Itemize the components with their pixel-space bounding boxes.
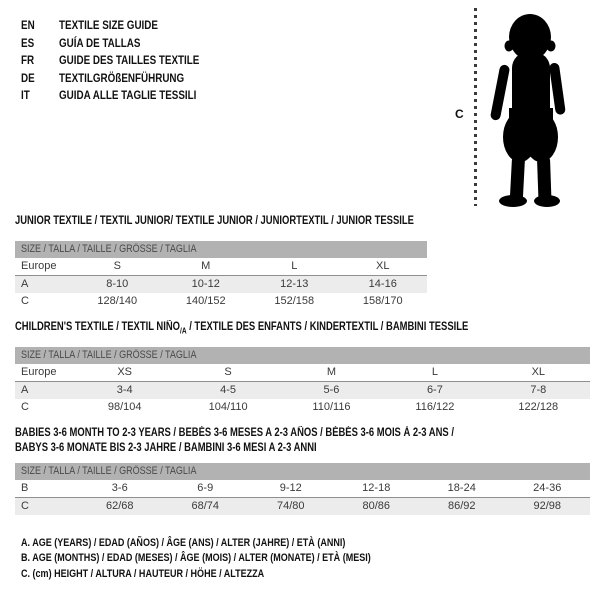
junior-table-title-text: JUNIOR TEXTILE / TEXTIL JUNIOR/ TEXTILE JUNIOR / JUNIORTEXTIL / JUNIOR TESSILE (15, 215, 414, 227)
height-cell: 62/68 (105, 500, 134, 512)
height-measure-line (474, 8, 477, 206)
size-header-text: SIZE / TALLA / TAILLE / GRÖSSE / TAGLIA (21, 243, 197, 255)
row-label: Europe (21, 366, 57, 378)
table-row-europe (15, 364, 590, 382)
language-title: TEXTILGRÖßENFÜHRUNG (59, 70, 185, 85)
table-row-height (15, 498, 590, 515)
size-cell: XL (376, 260, 390, 272)
language-code: ES (21, 35, 35, 50)
size-cell: L (291, 260, 298, 272)
table-row-height (15, 399, 590, 416)
table-row-europe (15, 258, 427, 276)
age-cell: 18-24 (447, 482, 476, 494)
size-header-bar (15, 463, 590, 480)
height-cell: 68/74 (191, 500, 220, 512)
babies-title-line1: BABIES 3-6 MONTH TO 2-3 YEARS / BEBÉS 3-6 MESES A 2-3 AÑOS / BÉBÉS 3-6 MOIS À 2-3 ANS / (15, 427, 454, 439)
size-header-text: SIZE / TALLA / TAILLE / GRÖSSE / TAGLIA (21, 349, 197, 361)
height-cell: 104/110 (208, 401, 248, 413)
age-cell: 24-36 (533, 482, 562, 494)
language-code: FR (21, 53, 35, 67)
height-cell: 116/122 (415, 401, 455, 413)
children-table-title (15, 320, 568, 338)
size-header-bar (15, 241, 427, 258)
children-title-sub: /A (180, 326, 187, 336)
language-row (21, 17, 230, 35)
note-height-cm: C. (cm) HEIGHT / ALTURA / HAUTEUR / HÖHE / ALTEZZA (21, 567, 265, 580)
children-title-pre: CHILDREN'S TEXTILE / TEXTIL NIÑO (15, 321, 181, 333)
height-cell: 122/128 (518, 401, 559, 413)
row-label: C (21, 401, 29, 413)
size-cell: S (224, 366, 232, 378)
age-cell: 6-9 (197, 482, 214, 494)
row-label: A (21, 278, 29, 290)
height-cell: 86/92 (447, 500, 476, 512)
height-measure-label: C (455, 107, 464, 121)
height-cell: 80/86 (362, 500, 391, 512)
legend-notes (21, 536, 448, 582)
language-code: EN (21, 18, 35, 32)
children-title-post: / TEXTILE DES ENFANTS / KINDERTEXTIL / BAMBINI TESSILE (186, 321, 469, 333)
row-label: A (21, 384, 29, 396)
row-label: Europe (21, 260, 57, 272)
language-title-list (21, 17, 230, 105)
note-age-years: A. AGE (YEARS) / EDAD (AÑOS) / ÂGE (ANS) / ALTER (JAHRE) / ETÀ (ANNI) (21, 537, 346, 549)
age-cell: 9-12 (279, 482, 302, 494)
table-row-age-months (15, 480, 590, 498)
height-cell: 110/116 (312, 401, 351, 413)
height-cell: 140/152 (185, 295, 226, 307)
height-cell: 74/80 (276, 500, 305, 512)
height-cell: 98/104 (107, 401, 142, 413)
height-cell: 128/140 (97, 295, 138, 307)
babies-table-title (15, 426, 550, 456)
age-cell: 7-8 (530, 384, 547, 396)
age-cell: 6-7 (426, 384, 443, 396)
junior-table-title (15, 214, 501, 229)
size-cell: M (201, 260, 211, 272)
age-cell: 10-12 (191, 278, 220, 290)
language-title: GUÍA DE TALLAS (59, 35, 141, 50)
age-cell: 4-5 (220, 384, 237, 396)
height-cell: 92/98 (533, 500, 562, 512)
age-cell: 3-4 (116, 384, 133, 396)
language-code: DE (21, 70, 35, 85)
language-row (21, 70, 230, 88)
babies-title-line2: BABYS 3-6 MONATE BIS 2-3 JAHRE / BAMBINI 3-6 MESI A 2-3 ANNI (15, 442, 317, 454)
language-title: GUIDE DES TAILLES TEXTILE (59, 53, 200, 67)
size-header-text: SIZE / TALLA / TAILLE / GRÖSSE / TAGLIA (21, 465, 197, 477)
age-cell: 5-6 (323, 384, 340, 396)
height-cell: 152/158 (274, 295, 315, 307)
babies-size-table (15, 463, 590, 515)
age-cell: 12-18 (362, 482, 391, 494)
row-label: B (21, 482, 29, 494)
language-code: IT (21, 88, 30, 102)
toddler-silhouette-icon (483, 10, 575, 207)
age-cell: 12-13 (280, 278, 309, 290)
height-cell: 158/170 (362, 295, 403, 307)
row-label: C (21, 500, 29, 512)
note-age-months: B. AGE (MONTHS) / EDAD (MESES) / ÂGE (MOIS) / ALTER (MONATE) / ETÀ (MESI) (21, 552, 371, 565)
language-title: TEXTILE SIZE GUIDE (59, 18, 158, 32)
size-cell: L (431, 366, 438, 378)
size-cell: M (326, 366, 337, 378)
language-row (21, 87, 230, 105)
children-table-title-text (15, 320, 468, 338)
age-cell: 3-6 (111, 482, 128, 494)
children-size-table (15, 347, 590, 416)
table-row-age (15, 382, 590, 399)
table-row-height (15, 293, 427, 310)
language-title: GUIDA ALLE TAGLIE TESSILI (59, 88, 197, 102)
row-label: C (21, 295, 29, 307)
size-header-bar (15, 347, 590, 364)
size-cell: XL (531, 366, 546, 378)
size-cell: S (113, 260, 121, 272)
table-row-age (15, 276, 427, 293)
age-cell: 8-10 (106, 278, 129, 290)
age-cell: 14-16 (368, 278, 397, 290)
junior-size-table (15, 241, 427, 310)
size-cell: XS (117, 366, 133, 378)
language-row (21, 35, 230, 53)
language-row (21, 52, 230, 70)
